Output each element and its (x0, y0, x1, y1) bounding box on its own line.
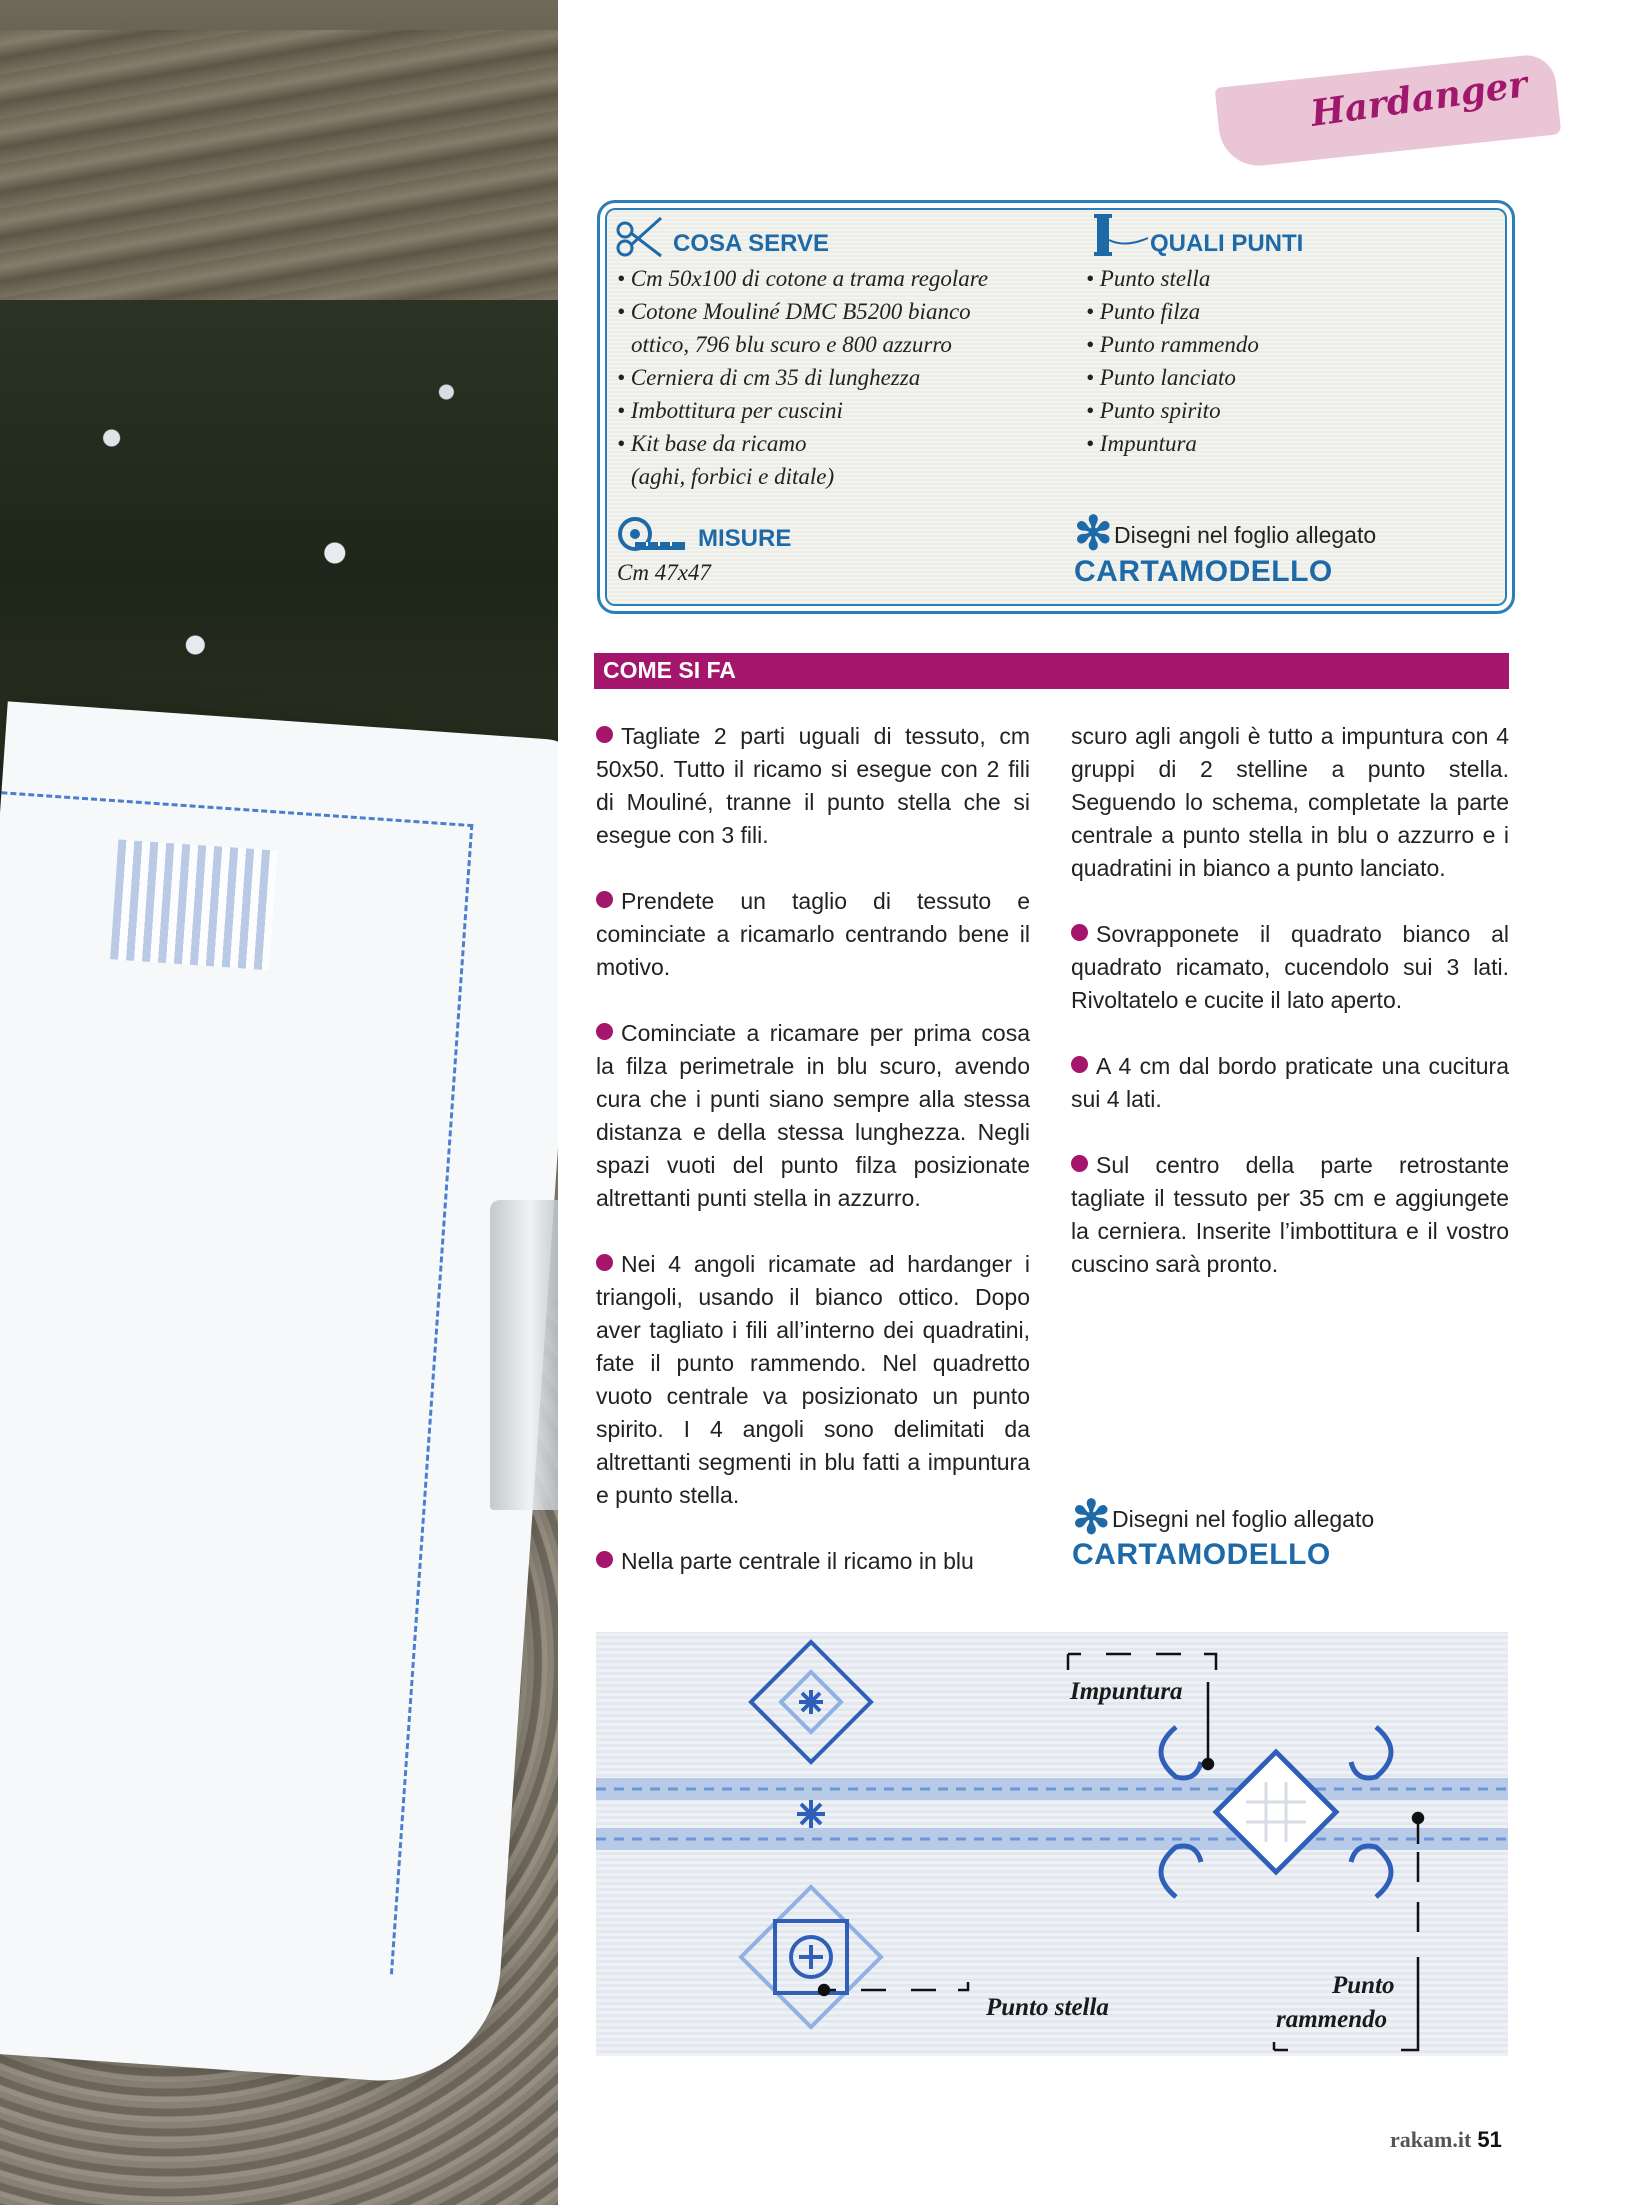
asterisk-icon: ✻ (1072, 1491, 1111, 1543)
list-item: • Cerniera di cm 35 di lunghezza (617, 365, 921, 390)
list-item: ottico, 796 blu scuro e 800 azzurro (631, 332, 952, 357)
bullet-dot-icon (1071, 1155, 1088, 1172)
list-item: • Punto filza (1086, 299, 1201, 324)
photo-embroidered-pillow (0, 701, 558, 2088)
list-item: • Cm 50x100 di cotone a trama regolare (617, 266, 989, 291)
page-footer (1390, 2127, 1502, 2153)
page-number: 51 (1477, 2127, 1502, 2152)
bullet-dot-icon (596, 1551, 613, 1568)
bullet-dot-icon (596, 1023, 613, 1040)
list-item: • Imbottitura per cuscini (617, 398, 843, 423)
instruction-step: A 4 cm dal bordo praticate una cucitura sui 4 lati. (1071, 1053, 1509, 1112)
instruction-step: Tagliate 2 parti uguali di tessuto, cm 50x50. Tutto il ricamo si esegue con 2 fili di Mouliné, tranne il punto stella che si esegue con 3 fili. (596, 723, 1030, 848)
list-item: • Cotone Mouliné DMC B5200 bianco (617, 299, 971, 324)
pillow-stitched-border (0, 791, 473, 1974)
list-item: • Impuntura (1086, 431, 1197, 456)
tape-measure-icon (617, 516, 687, 552)
list-item: (aghi, forbici e ditale) (631, 464, 835, 489)
bullet-dot-icon (596, 1254, 613, 1271)
instructions-column-2 (1071, 720, 1509, 1314)
list-item: • Punto rammendo (1086, 332, 1259, 357)
pattern-note: Disegni nel foglio allegato (1114, 522, 1377, 548)
instruction-step: Nei 4 angoli ricamate ad hardanger i triangoli, usando il bianco ottico. Dopo aver tagliato i fili all’interno dei quadratini, fate il punto rammendo. Nel quadretto vuoto centrale va posizionato un punto spirito. I 4 angoli sono delimitati da altrettanti segmenti in blu fatti a impuntura e punto stella. (596, 1251, 1030, 1508)
label-punto-rammendo-line2: rammendo (1276, 2006, 1388, 2033)
instruction-step: Sovrapponete il quadrato bianco al quadrato ricamato, cucendolo sui 3 lati. Rivoltatelo e cucite il lato aperto. (1071, 921, 1509, 1013)
materials-title: COSA SERVE (673, 230, 830, 257)
label-punto-rammendo-line1: Punto (1332, 1972, 1395, 1999)
photo-glass-jar (490, 1200, 558, 1510)
instruction-step: Cominciate a ricamare per prima cosa la filza perimetrale in blu scuro, avendo cura che i punti siano sempre alla stessa distanza e della stessa lunghezza. Negli spazi vuoti del punto filza posizionate altrettanti punti stella in azzurro. (596, 1020, 1030, 1211)
photo-wooden-log (0, 30, 558, 306)
instructions-column-1 (596, 720, 1030, 1611)
list-item: • Punto spirito (1086, 398, 1221, 423)
list-item: • Punto stella (1086, 266, 1211, 291)
label-impuntura: Impuntura (1070, 1678, 1183, 1705)
section-tag: Hardanger (1308, 63, 1530, 135)
how-to-title: COME SI FA (603, 657, 736, 683)
asterisk-icon: ✻ (1074, 507, 1113, 559)
stitches-list (1086, 262, 1466, 460)
scissors-icon (615, 212, 665, 262)
embroidery-detail-image (596, 1632, 1508, 2056)
bullet-dot-icon (596, 891, 613, 908)
instruction-step: Sul centro della parte retrostante tagliate il tessuto per 35 cm e aggiungete la cerniera. Inserite l’imbottitura e il vostro cuscino sarà pronto. (1071, 1152, 1509, 1277)
instruction-step: Nella parte centrale il ricamo in blu (596, 1545, 1030, 1578)
pattern-title-bottom: CARTAMODELLO (1072, 1538, 1331, 1571)
size-title: MISURE (698, 525, 792, 552)
instruction-step: Prendete un taglio di tessuto e cominciate a ricamarlo centrando bene il motivo. (596, 888, 1030, 980)
stitches-title: QUALI PUNTI (1150, 230, 1304, 257)
list-item: • Punto lanciato (1086, 365, 1236, 390)
photo-foliage (0, 300, 558, 760)
label-punto-stella: Punto stella (986, 1994, 1109, 2021)
cushion-photo (0, 0, 558, 2205)
bullet-dot-icon (1071, 924, 1088, 941)
pillow-hardanger-corner (110, 839, 278, 970)
bullet-dot-icon (1071, 1056, 1088, 1073)
pattern-title: CARTAMODELLO (1074, 555, 1333, 588)
size-value: Cm 47x47 (617, 560, 711, 585)
list-item: • Kit base da ricamo (617, 431, 807, 456)
pattern-note-bottom: Disegni nel foglio allegato (1112, 1506, 1375, 1532)
instruction-step-continuation: scuro agli angoli è tutto a impuntura con 4 gruppi di 2 stelline a punto stella. Seguendo lo schema, completate la parte centrale a punto stella in blu o azzurro e i quadratini in bianco a punto lanciato. (1071, 723, 1509, 881)
materials-list (617, 262, 1037, 493)
footer-site: rakam.it (1390, 2127, 1472, 2152)
thread-spool-icon (1090, 210, 1150, 260)
bullet-dot-icon (596, 726, 613, 743)
